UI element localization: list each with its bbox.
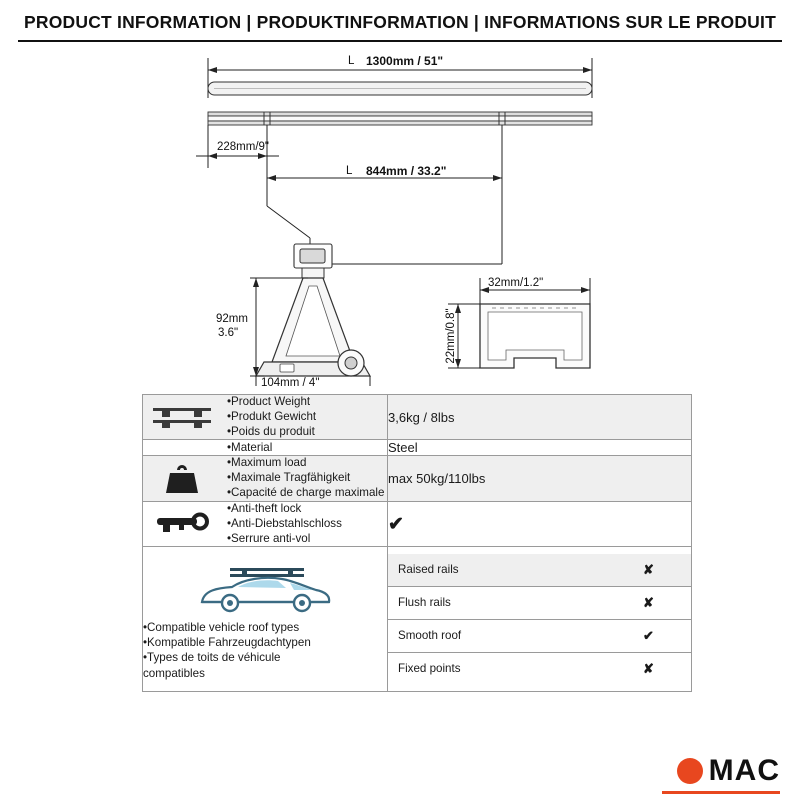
row-value-anti-theft-lock: [388, 501, 692, 546]
specification-table: [142, 394, 692, 692]
table-row: [143, 440, 692, 456]
roof-type-mark: [633, 554, 691, 587]
roof-type-name: Flush rails: [388, 586, 633, 619]
row-label-roof-types: [143, 547, 388, 692]
label-line: •Compatible vehicle roof types: [143, 621, 300, 635]
dim-offset-value: 228mm/9": [217, 141, 270, 153]
dim-profile-width-value: 32mm/1.2": [488, 277, 544, 289]
dimension-offset: [196, 125, 279, 206]
row-label-maximum-load: [143, 456, 388, 501]
roof-type-name: Smooth roof: [388, 619, 633, 652]
label-line: •Maximum load: [227, 456, 307, 470]
label-line: •Produkt Gewicht: [227, 409, 317, 423]
roof-type-mark: [633, 619, 691, 652]
brand-name: MAC: [708, 754, 780, 787]
roof-types-cell: [388, 547, 692, 692]
row-label-product-weight: [143, 395, 388, 440]
rack-bars-icon: [143, 401, 221, 433]
row-value-product-weight: 3,6kg / 8lbs: [388, 395, 692, 440]
label-line: •Capacité de charge maximale: [227, 486, 385, 500]
cross-mark: ✘: [643, 660, 654, 676]
roof-type-row: [388, 554, 691, 587]
row-value-maximum-load: max 50kg/110lbs: [388, 456, 692, 501]
crossbar-top-view: [208, 82, 592, 95]
dim-height-inch: 3.6": [218, 327, 239, 339]
car-with-rails-icon: [143, 560, 387, 616]
label-line: •Anti-theft lock: [227, 501, 302, 515]
page-title: PRODUCT INFORMATION | PRODUKTINFORMATION | INFORMATIONS SUR LE PRODUIT: [24, 12, 776, 32]
roof-type-row: [388, 652, 691, 685]
roof-type-mark: [633, 586, 691, 619]
row-label-anti-theft-lock: [143, 501, 388, 546]
key-lock-icon: [143, 510, 221, 538]
bar-profile-section: [480, 304, 590, 368]
table-row: [143, 501, 692, 546]
label-line: •Maximale Tragfähigkeit: [227, 471, 351, 485]
header-divider: [18, 40, 782, 42]
dim-total-value: 1300mm / 51": [366, 54, 444, 68]
label-line: •Types de toits de véhicule: [143, 651, 281, 665]
label-line: •Anti-Diebstahlschloss: [227, 516, 342, 530]
cross-mark: ✘: [643, 561, 654, 577]
technical-drawing: [18, 46, 782, 386]
crossbar-side-view: [208, 112, 592, 125]
cross-mark: ✘: [643, 594, 654, 610]
label-line: •Kompatible Fahrzeugdachtypen: [143, 636, 311, 650]
dim-total-label: L: [348, 55, 355, 67]
roof-type-mark: [633, 652, 691, 685]
row-value-material: Steel: [388, 440, 692, 456]
dim-span-value: 844mm / 33.2": [366, 164, 447, 178]
label-line: •Serrure anti-vol: [227, 531, 311, 545]
dimension-span: [267, 125, 502, 264]
roof-type-row: [388, 586, 691, 619]
drawing-svg: [18, 46, 782, 386]
table-row: [143, 395, 692, 440]
check-mark: ✔: [388, 513, 404, 535]
check-mark: ✔: [643, 627, 654, 643]
label-line: •Poids du produit: [227, 424, 315, 438]
brand-underline: [662, 791, 780, 794]
row-label-material: [143, 440, 388, 456]
table-row-roof-types: [143, 547, 692, 692]
dim-profile-height-value: 22mm/0.8": [445, 308, 457, 364]
dim-span-label: L: [346, 165, 353, 177]
roof-type-name: Raised rails: [388, 554, 633, 587]
omac-o-icon: [677, 758, 703, 784]
label-line: •Product Weight: [227, 395, 311, 408]
dim-base-width-value: 104mm / 4": [261, 377, 320, 386]
roof-types-table: [388, 554, 691, 685]
roof-type-row: [388, 619, 691, 652]
label-line: •Material: [227, 440, 273, 454]
label-line: compatibles: [143, 666, 205, 680]
roof-type-name: Fixed points: [388, 652, 633, 685]
dim-height-value: 92mm: [216, 313, 248, 325]
weight-icon: [143, 461, 221, 497]
brand-logo: [677, 754, 780, 788]
table-row: [143, 456, 692, 501]
